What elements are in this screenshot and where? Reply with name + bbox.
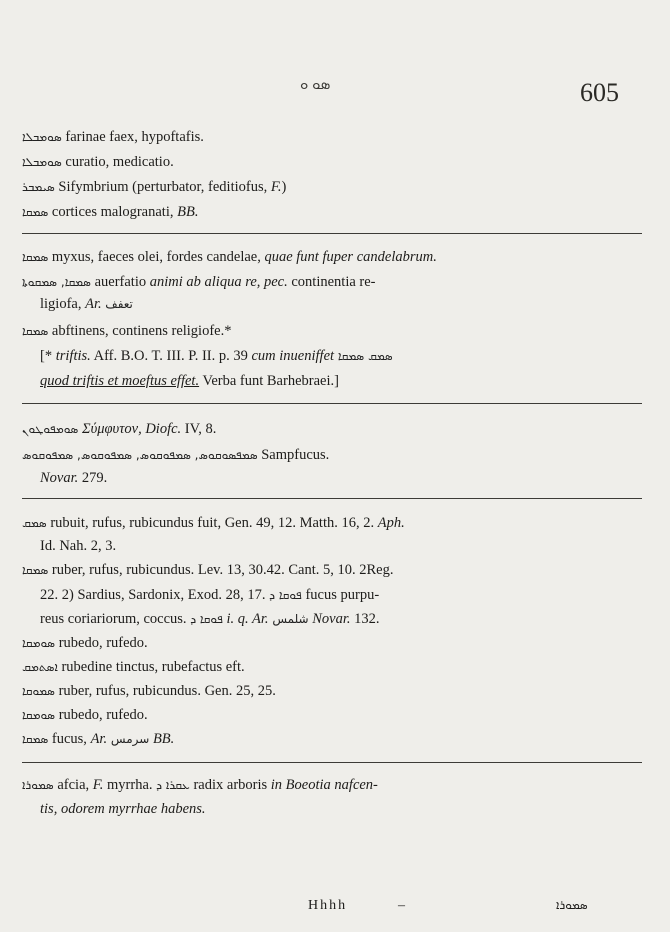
entry-line: ܐܣܬܡܩ rubedine tinctus, rubefactus eft. (22, 659, 245, 675)
section-rule (22, 233, 642, 234)
entry-line: ܣܡܘܩܐ ruber, rufus, rubicundus. Gen. 25, 25. (22, 683, 276, 699)
entry-line: ܣܝܡܒܪ Sifymbrium (perturbator, feditiofus, F.) (22, 179, 287, 195)
entry-line: ܣܡܦܣܘܩܘܣ, ܣܡܦܘܩܘܣ, ܣܡܦܘܩܘܣ, ܣܡܦܘܩܘܣ Sampfucus. (22, 447, 330, 463)
section-rule (22, 403, 642, 404)
section-rule (22, 762, 642, 763)
catchword: ܣܡܘܪܐ (556, 898, 588, 912)
entry-line: ܣܘܡܒܠܐ curatio, medicatio. (22, 154, 174, 170)
entry-line: ܣܘܡܩܐ rubedo, rufedo. (22, 635, 148, 651)
running-header: ܣܘ ܘ (300, 77, 331, 93)
section-rule (22, 498, 642, 499)
entry-line: ܣܡܩܐ cortices malogranati, BB. (22, 204, 199, 220)
entry-line: tis, odorem myrrhae habens. (40, 801, 206, 817)
entry-line: Id. Nah. 2, 3. (40, 538, 117, 554)
entry-line: ܣܡܩܐ ruber, rufus, rubicundus. Lev. 13, 30.42. Cant. 5, 10. 2Reg. (22, 562, 394, 578)
entry-line: ܣܘܡܒܠܐ farinae faex, hypoftafis. (22, 129, 204, 145)
note-line: [* triftis. Aff. B.O. T. III. P. II. p. 39 cum inueniffet ܣܡܩ ܣܡܩܐ (40, 348, 393, 364)
entry-line: ܣܡܩܐ myxus, faeces olei, fordes candelae, quae funt fuper candelabrum. (22, 249, 437, 265)
entry-line: ܣܡܩܐ abftinens, continens religiofe.* (22, 323, 232, 339)
entry-line: ܣܡܩܐ fucus, Ar. سرمس BB. (22, 731, 175, 747)
note-line: quod triftis et moeftus effet. Verba funt Barhebraei.] (40, 373, 339, 389)
entry-line: ܣܡܩܐ, ܣܡܩܘܬܐ auerfatio animi ab aliqua re, pec. continentia re- (22, 274, 376, 290)
signature-mark: Hhhh (308, 898, 348, 913)
entry-line: Novar. 279. (40, 470, 108, 486)
entry-line: reus coriariorum, coccus. ܦܘܩܐ ܕ i. q. Ar. شلمس Novar. 132. (40, 611, 380, 627)
entry-line: ܣܘܡܦܘܛܘܢ Σύμφυτον, Diofc. IV, 8. (22, 421, 217, 437)
entry-line: ܣܘܡܩܐ rubedo, rufedo. (22, 707, 148, 723)
page-number: 605 (580, 78, 619, 107)
entry-line: ܣܡܘܪܐ afcia, F. myrrha. ܥܩܪܐ ܕ radix arboris in Boeotia nafcen- (22, 777, 378, 793)
entry-line: 22. 2) Sardius, Sardonix, Exod. 28, 17. ܦܘܩܐ ܕ fucus purpu- (40, 587, 380, 603)
footer-dash: – (398, 898, 405, 913)
entry-line: ligiofa, Ar. تعفف (40, 296, 133, 312)
entry-line: ܣܡܩ rubuit, rufus, rubicundus fuit, Gen. 49, 12. Matth. 16, 2. Aph. (22, 515, 405, 531)
